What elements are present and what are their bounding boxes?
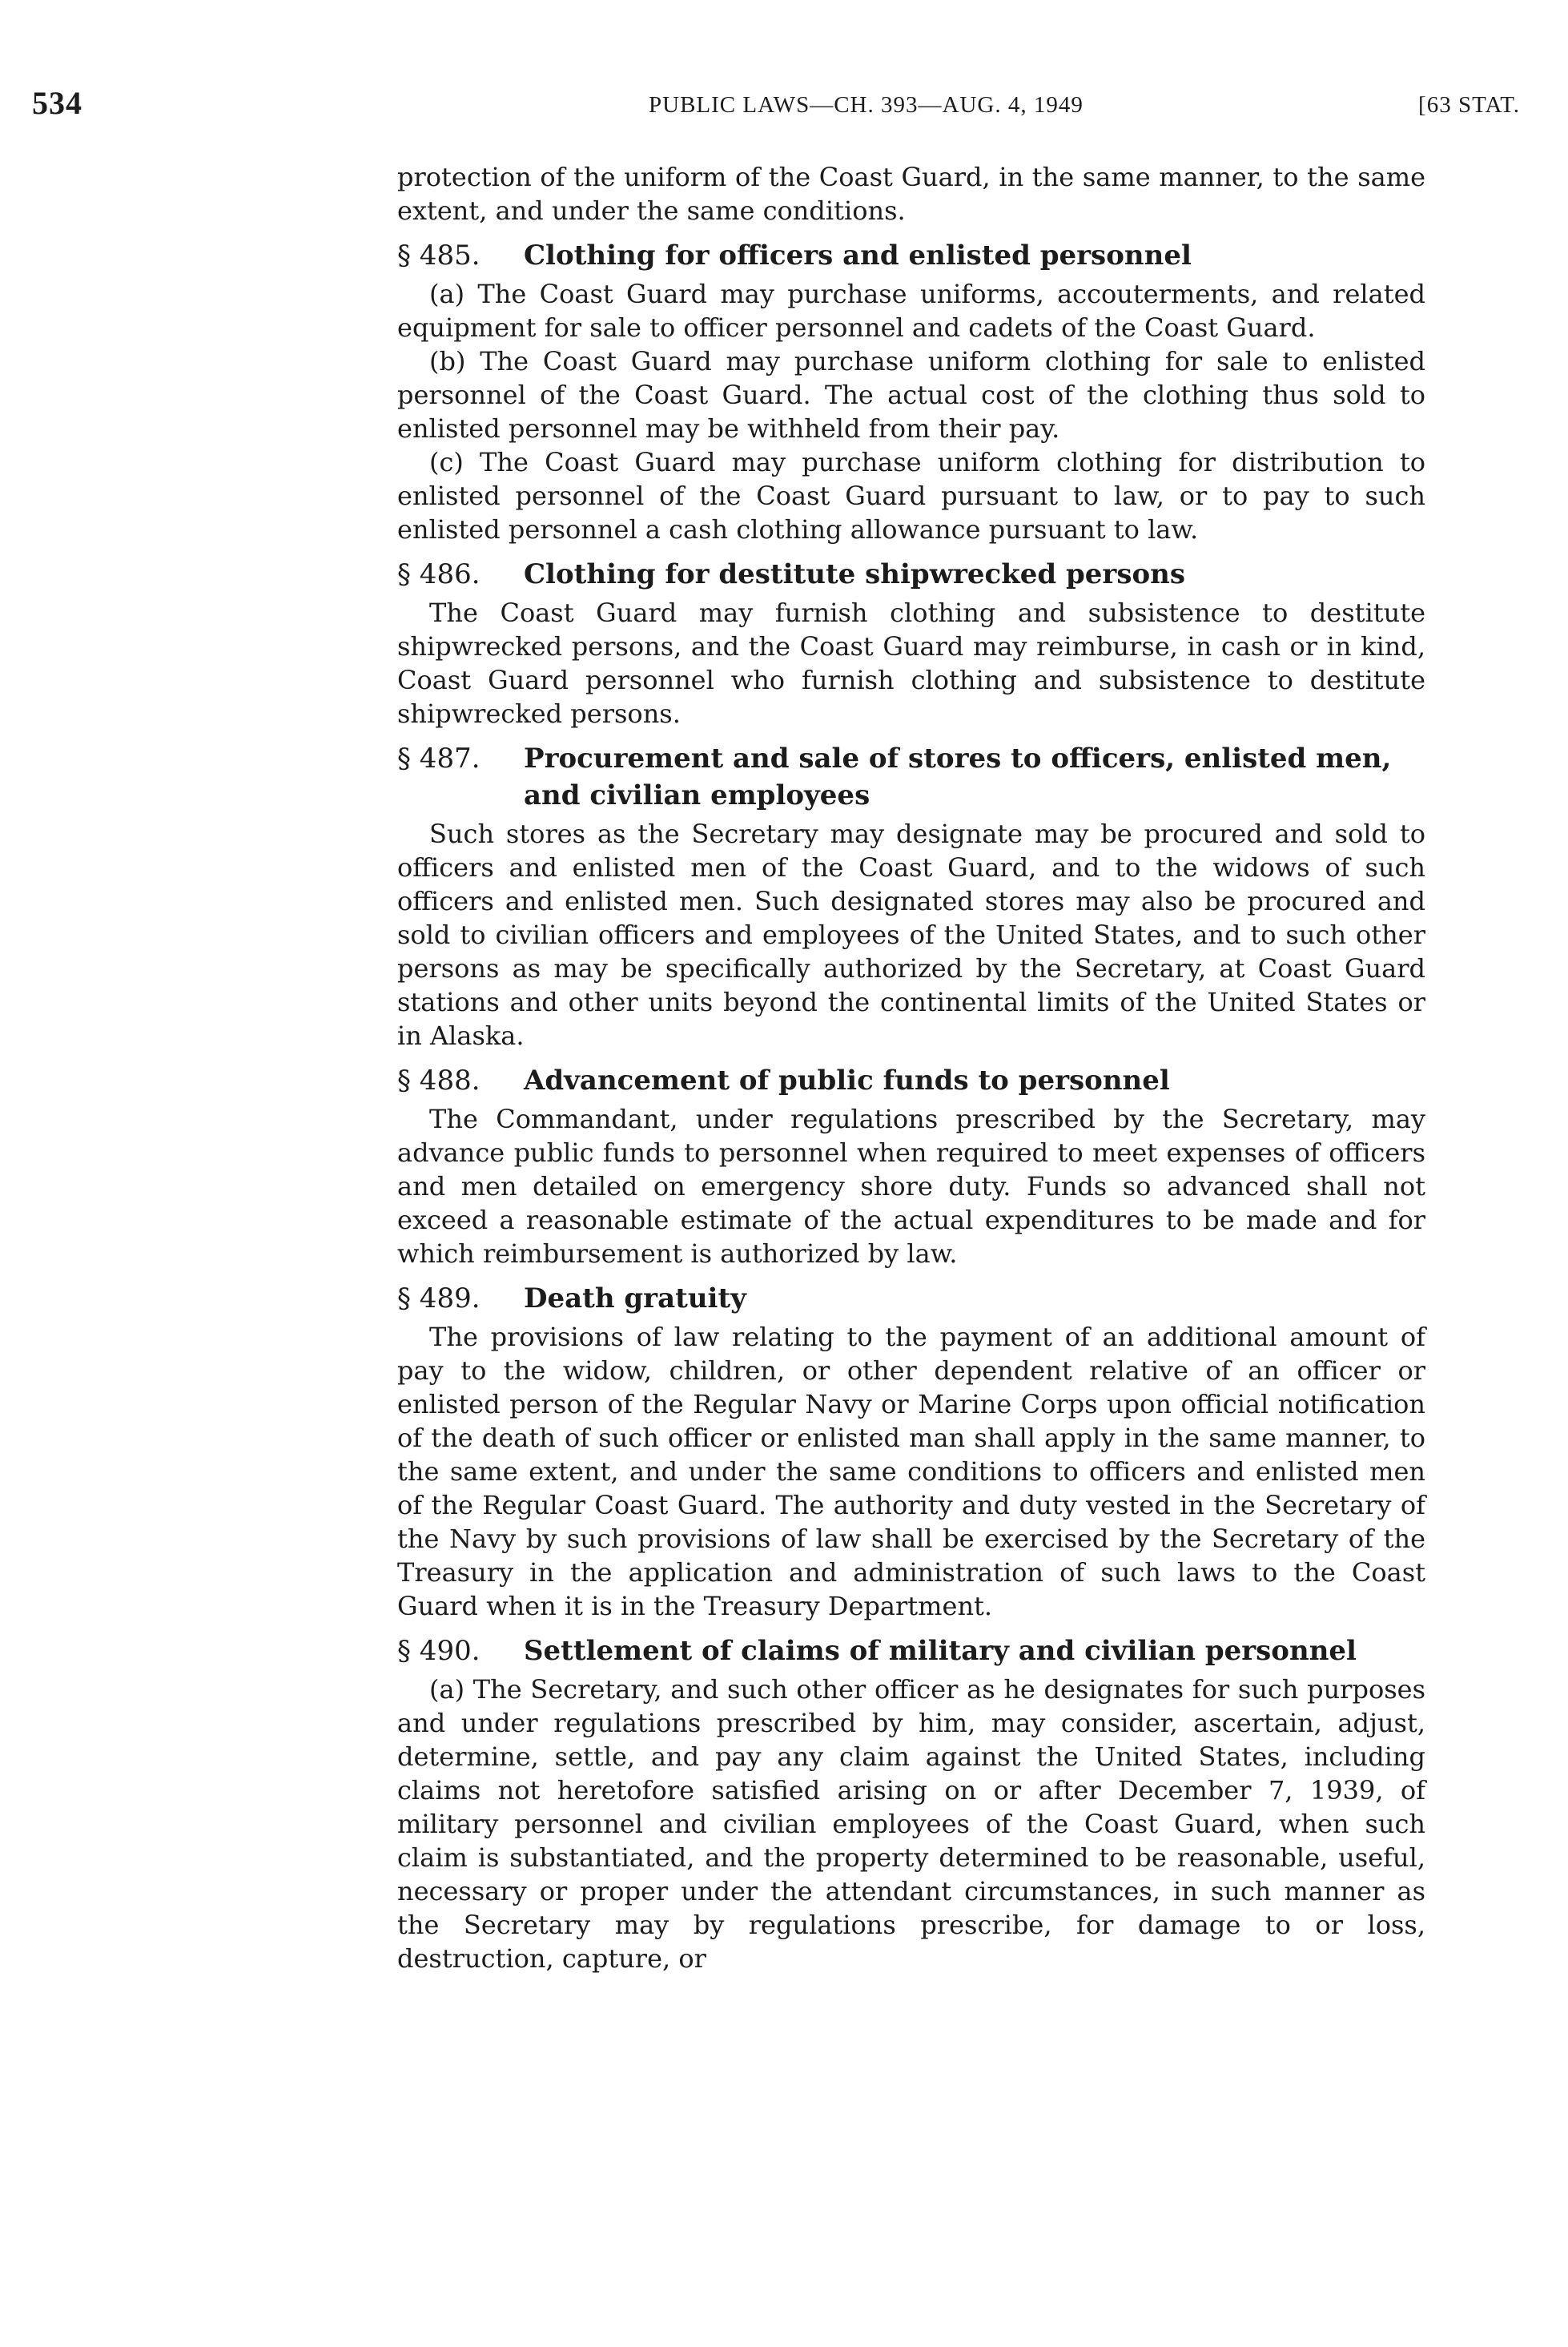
intro-paragraph: protection of the uniform of the Coast Guard, in the same manner, to the same extent, and under the same conditions. — [397, 162, 1425, 226]
section-heading-489 — [397, 1280, 1425, 1317]
page-number: 534 — [32, 85, 82, 121]
section-heading-488 — [397, 1062, 1425, 1099]
paragraph-485-a: (a) The Coast Guard may purchase uniforms, accouterments, and related equipment for sale to officer personnel and cadets of the Coast Guard. — [397, 279, 1425, 343]
volume-reference: [63 STAT. — [1418, 92, 1520, 118]
section-title: Settlement of claims of military and civilian personnel — [524, 1635, 1357, 1667]
paragraph-490-a: (a) The Secretary, and such other officer as he designates for such purposes and under regulations prescribed by him, may consider, ascertain, adjust, determine, settle, and pay any claim against the United States, including claims not heretofore satisfied arising on or after December 7, 1939, of military personnel and civilian employees of the Coast Guard, when such claim is substantiated, and the property determined to be reasonable, useful, necessary or proper under the attendant circumstances, in such manner as the Secretary may by regulations prescribe, for damage to or loss, destruction, capture, or — [397, 1674, 1425, 1974]
section-number: § 487. — [397, 743, 480, 775]
section-number: § 490. — [397, 1635, 480, 1667]
section-heading-486 — [397, 556, 1425, 593]
paragraph-486: The Coast Guard may furnish clothing and subsistence to destitute shipwrecked persons, and the Coast Guard may reimburse, in cash or in kind, Coast Guard personnel who furnish clothing and subsistence to destitute shipwrecked persons. — [397, 598, 1425, 729]
section-number: § 488. — [397, 1065, 480, 1097]
section-number: § 489. — [397, 1282, 480, 1314]
paragraph-485-b: (b) The Coast Guard may purchase uniform clothing for sale to enlisted personnel of the Coast Guard. The actual cost of the clothing thus sold to enlisted personnel may be withheld from their pay. — [397, 346, 1425, 444]
section-title: Procurement and sale of stores to officers, enlisted men, and civilian employees — [524, 743, 1392, 811]
section-title: Clothing for officers and enlisted personnel — [524, 240, 1192, 272]
running-head: PUBLIC LAWS—CH. 393—AUG. 4, 1949 — [649, 92, 1084, 118]
paragraph-488: The Commandant, under regulations prescribed by the Secretary, may advance public funds to personnel when required to meet expenses of officers and men detailed on emergency shore duty. Funds so advanced shall not exceed a reasonable estimate of the actual expenditures to be made and for which reimbursement is authorized by law. — [397, 1104, 1425, 1269]
page-header — [32, 84, 1520, 132]
section-title: Clothing for destitute shipwrecked persons — [524, 558, 1186, 590]
section-title: Death gratuity — [524, 1282, 746, 1314]
paragraph-485-c: (c) The Coast Guard may purchase uniform clothing for distribution to enlisted personnel of the Coast Guard pursuant to law, or to pay to such enlisted personnel a cash clothing allowance pursuant to law. — [397, 447, 1425, 545]
text-body — [397, 160, 1425, 1975]
section-heading-485 — [397, 237, 1425, 274]
section-number: § 485. — [397, 240, 480, 272]
paragraph-487: Such stores as the Secretary may designate may be procured and sold to officers and enlisted men of the Coast Guard, and to the widows of such officers and enlisted men. Such designated stores may also be procured and sold to civilian officers and employees of the United States, and to such other persons as may be specifically authorized by the Secretary, at Coast Guard stations and other units beyond the continental limits of the United States or in Alaska. — [397, 819, 1425, 1051]
section-number: § 486. — [397, 558, 480, 590]
section-heading-490 — [397, 1632, 1425, 1669]
section-heading-487 — [397, 740, 1425, 814]
section-title: Advancement of public funds to personnel — [524, 1065, 1170, 1097]
paragraph-489: The provisions of law relating to the payment of an additional amount of pay to the widow, children, or other dependent relative of an officer or enlisted person of the Regular Navy or Marine Corps upon official notification of the death of such officer or enlisted man shall apply in the same manner, to the same extent, and under the same conditions to officers and enlisted men of the Regular Coast Guard. The authority and duty vested in the Secretary of the Navy by such provisions of law shall be exercised by the Secretary of the Treasury in the application and administration of such laws to the Coast Guard when it is in the Treasury Department. — [397, 1322, 1425, 1621]
